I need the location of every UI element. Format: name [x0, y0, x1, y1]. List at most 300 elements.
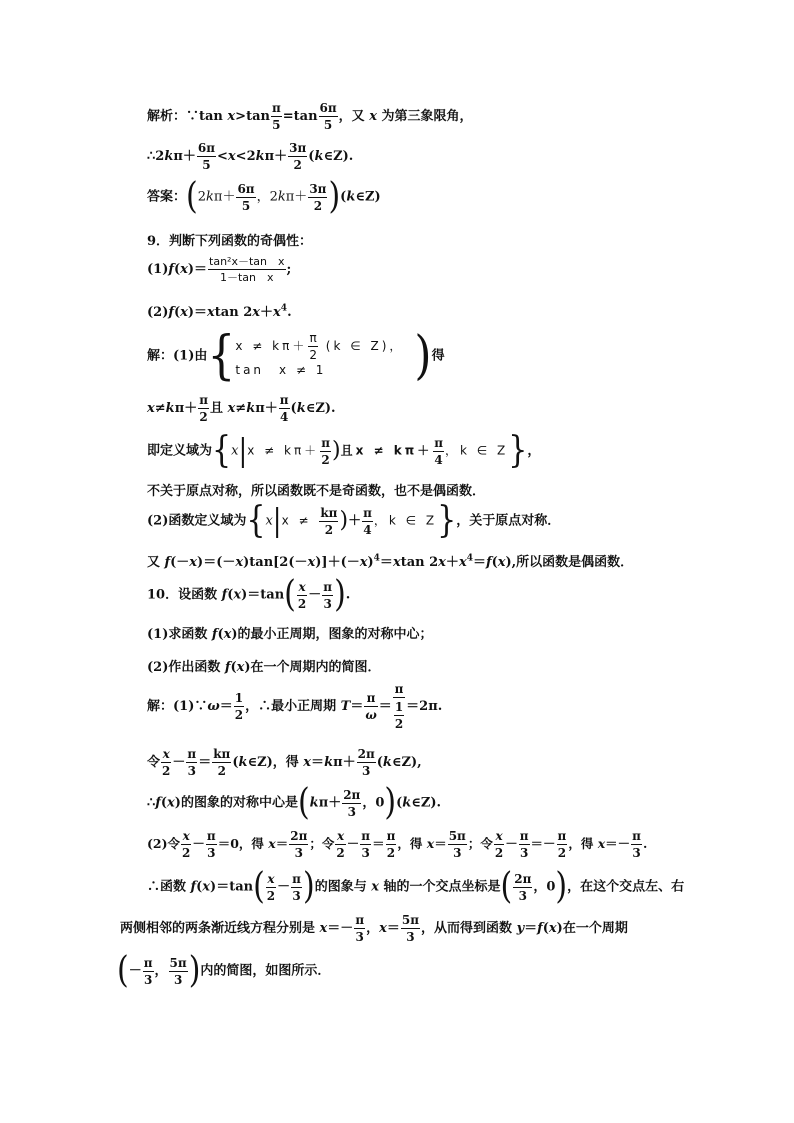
numerator: x [267, 871, 275, 886]
var-x: x [426, 836, 435, 851]
text: )在一个周期内的简图． [244, 660, 381, 675]
text: )＝tan [210, 879, 254, 895]
right-brace: } [508, 429, 528, 472]
denominator: 2 [217, 764, 226, 778]
text: ; [286, 262, 292, 277]
text: ，0 [362, 795, 385, 811]
fraction [519, 830, 530, 859]
numerator: π [386, 829, 396, 843]
fraction [289, 830, 308, 859]
var-k: k [246, 401, 256, 416]
fraction [206, 830, 217, 859]
text: ＝ [198, 755, 212, 770]
var-k: k [238, 755, 248, 770]
numerator: 5π [448, 829, 466, 843]
line-3 [147, 175, 381, 218]
numerator: π [199, 393, 208, 407]
denominator: 2 [557, 846, 567, 860]
var-x: x [147, 401, 155, 416]
var-f: f [155, 795, 161, 811]
text: ∴ [147, 795, 156, 811]
right-paren: ) [302, 865, 315, 908]
text: ，∴最小正周期 [245, 699, 341, 714]
denominator: 2 [386, 846, 396, 860]
text: π＋ [255, 401, 278, 416]
numerator: kπ [213, 747, 231, 761]
var-x: x [223, 627, 232, 642]
text: － [172, 755, 186, 770]
numerator: π [271, 101, 281, 115]
text: (1) [147, 262, 169, 277]
text: π＋ [285, 189, 308, 205]
left-paren: ( [253, 865, 265, 908]
line-5 [147, 256, 291, 283]
text: 令 [147, 755, 161, 770]
denominator: 3 [519, 846, 529, 860]
var-k: k [402, 795, 412, 811]
text: ( [173, 262, 181, 277]
text: 解：(1)由 [147, 348, 208, 364]
var-k: k [309, 795, 319, 811]
numerator: x [495, 829, 503, 843]
text: )在一个周期 [556, 921, 628, 936]
numerator: 6π [237, 181, 255, 196]
text: ＝ [311, 755, 325, 770]
text: ＝ [350, 699, 364, 714]
text: ＝－ [530, 836, 556, 851]
numerator: π [321, 435, 330, 450]
right-paren: ) [334, 573, 346, 616]
fraction [557, 830, 568, 859]
var-x: x [252, 305, 261, 320]
denominator: 2 [309, 348, 317, 362]
text: )的图象的对称中心是 [174, 795, 298, 811]
text: )]＋(－ [315, 555, 360, 570]
var-k: k [165, 401, 175, 416]
text: 的图象与 [314, 879, 372, 895]
text: ( [491, 555, 498, 570]
text: . [642, 836, 648, 851]
left-paren: ( [500, 865, 513, 908]
text: ＝ [219, 699, 233, 714]
set-bar: | [238, 433, 248, 469]
var-x: x [392, 555, 401, 570]
fraction [513, 873, 532, 902]
text: (k ∈ Z)， [318, 339, 405, 353]
var-k: k [296, 401, 306, 416]
text: ( [340, 189, 347, 205]
denominator: 2 [182, 846, 191, 860]
denominator: 2 [313, 198, 323, 213]
fraction [335, 830, 345, 859]
numerator: π [187, 747, 197, 761]
denominator: 3 [453, 846, 462, 860]
var-x: x [303, 755, 312, 770]
fraction [357, 748, 376, 777]
text: x ≠ kπ＋ [235, 339, 308, 353]
var-f: f [211, 627, 218, 642]
denominator: 3 [632, 846, 641, 860]
text: ，k ∈ Z [445, 443, 509, 458]
fraction [181, 830, 191, 859]
fraction [386, 830, 397, 859]
text: x ≠ [281, 513, 319, 528]
fraction [364, 692, 377, 721]
var-x: x [438, 555, 446, 570]
text: ∈Z). [411, 795, 442, 811]
denominator: 3 [347, 804, 356, 819]
text: ∈Z). [323, 149, 354, 164]
text: . [287, 305, 292, 320]
text: ，得 [397, 836, 427, 851]
denominator: 3 [187, 764, 196, 778]
var-x: x [227, 401, 236, 416]
text: ( [396, 795, 403, 811]
fraction [197, 142, 216, 171]
text: 得 [431, 348, 445, 364]
var-f: f [485, 555, 492, 570]
text: . [345, 587, 351, 603]
var-x: x [180, 305, 188, 320]
text: 轴的一个交点坐标是 [378, 879, 501, 895]
text: ， [154, 963, 168, 979]
left-brace: { [246, 499, 266, 542]
denominator: 2 [324, 522, 334, 537]
numerator: π [323, 579, 333, 594]
system-row-1 [235, 332, 404, 361]
denominator [393, 698, 405, 730]
text: ∈Z). [305, 401, 336, 416]
line-1 [147, 102, 473, 131]
text: ∴函数 [147, 879, 191, 895]
numerator: π [394, 682, 404, 696]
numerator: π [309, 331, 317, 345]
fraction [291, 873, 302, 902]
fraction [320, 437, 331, 466]
text: ( [376, 755, 383, 770]
text: ( [308, 149, 315, 164]
var-k: k [324, 755, 334, 770]
var-x: x [202, 879, 211, 895]
var-k: k [314, 149, 324, 164]
line-21 [120, 914, 628, 943]
text: ，2 [256, 189, 278, 205]
text: ≠ [154, 401, 166, 416]
fraction [169, 957, 188, 986]
text: ( [290, 401, 297, 416]
var-x: x [233, 587, 242, 603]
text: tan 2 [214, 305, 253, 320]
text: 解析：∵tan [147, 109, 228, 124]
line-22 [117, 949, 331, 992]
line-8 [147, 394, 336, 423]
var-x: x [458, 555, 467, 570]
var-f: f [164, 555, 171, 570]
fraction [234, 692, 244, 721]
fraction [308, 183, 327, 212]
denominator: 2 [394, 717, 404, 731]
var-y: y [516, 921, 525, 936]
text: < [217, 149, 228, 164]
text: ，又 [338, 109, 370, 124]
line-20 [147, 865, 685, 908]
var-x: x [189, 555, 198, 570]
text: )＝(－ [197, 555, 236, 570]
text: 9．判断下列函数的奇偶性： [147, 234, 313, 249]
var-x: x [268, 836, 276, 851]
text: tan x ≠ 1 [235, 363, 327, 377]
fraction [322, 581, 333, 610]
denominator: 3 [361, 846, 370, 860]
numerator: 1 [234, 691, 244, 705]
line-16 [147, 683, 442, 730]
denominator: 2 [234, 708, 244, 722]
text: (－ [170, 555, 190, 570]
text: － [346, 836, 360, 851]
system-row-2 [235, 361, 404, 380]
text: ＝－ [605, 836, 631, 851]
text: ＝ [386, 921, 400, 936]
denominator: 3 [292, 888, 301, 903]
numerator: π [143, 955, 153, 970]
var-k: k [277, 189, 286, 205]
var-k: k [206, 189, 214, 205]
numerator: π [279, 393, 289, 407]
text: － [505, 836, 518, 851]
fraction [308, 332, 318, 361]
denominator: 2 [199, 410, 208, 424]
text: － [128, 963, 142, 979]
var-k: k [382, 755, 392, 770]
var-x: x [497, 555, 506, 570]
numerator: π [363, 505, 372, 520]
fraction [319, 507, 338, 536]
text: ＝2π. [406, 699, 443, 714]
numerator: 6π [319, 101, 337, 115]
denominator: 2 [162, 764, 171, 778]
numerator: π [361, 829, 371, 843]
var-x: x [307, 555, 316, 570]
numerator: π [632, 829, 641, 843]
right-paren: ) [555, 865, 568, 908]
text: (2) [147, 305, 169, 320]
left-paren: ( [117, 949, 129, 992]
exponent: 4 [466, 553, 473, 564]
right-paren: ) [328, 175, 341, 218]
line-19 [147, 830, 647, 859]
var-x: x [235, 555, 244, 570]
numerator: π [434, 435, 443, 450]
numerator: x [336, 829, 345, 843]
numerator: π [557, 829, 567, 843]
numerator: kπ [320, 505, 338, 520]
denominator: 2 [321, 452, 330, 467]
text: ∈Z)，得 [247, 755, 304, 770]
line-15 [147, 656, 381, 675]
fraction [401, 914, 420, 943]
question-9-title [147, 230, 312, 249]
numerator: 1 [394, 700, 404, 714]
right-paren: ) [384, 781, 397, 824]
denominator: 2 [266, 888, 276, 903]
numerator: x [162, 747, 170, 761]
text: ＝ [275, 836, 289, 851]
numerator: π [206, 829, 216, 843]
text: )的最小正周期，图象的对称中心； [231, 627, 433, 642]
text: (2)令 [147, 836, 181, 851]
denominator: 5 [202, 158, 211, 172]
numerator: 6π [197, 141, 215, 155]
fraction [143, 957, 154, 986]
text: )tan[2(－ [243, 555, 308, 570]
text: 2 [197, 189, 207, 205]
text: π＋ [173, 149, 196, 164]
text: ＋ [260, 305, 274, 320]
denominator: 2 [293, 158, 302, 172]
left-brace: { [207, 324, 236, 387]
text: (1)求函数 [147, 627, 212, 642]
text: 内的简图，如图所示． [200, 963, 331, 979]
numerator: 3π [309, 181, 327, 196]
fraction [271, 102, 282, 131]
text: =tan [282, 109, 318, 124]
var-omega: ω [207, 699, 220, 714]
fraction [198, 394, 209, 423]
text: ( [196, 879, 203, 895]
var-x: x [548, 921, 557, 936]
text: (2)作出函数 [147, 660, 225, 675]
numerator: π [364, 692, 377, 707]
text: <2 [235, 149, 256, 164]
text: 为第三象限角， [376, 109, 473, 124]
text: ＝ [524, 921, 538, 936]
denominator: 3 [355, 930, 364, 944]
numerator: 3π [289, 141, 307, 155]
text: ，k ∈ Z [373, 513, 438, 528]
fraction [433, 437, 444, 466]
line-9 [147, 429, 541, 472]
text: ＝ [434, 836, 447, 851]
var-x: x [359, 555, 368, 570]
left-paren: ( [284, 573, 296, 616]
text: ∴2 [147, 149, 165, 164]
line-6 [147, 301, 292, 320]
fraction [288, 142, 307, 171]
var-T: T [340, 699, 351, 714]
text: π＋ [333, 755, 356, 770]
text: 又 [147, 555, 165, 570]
right-brace: } [437, 499, 457, 542]
denominator: 2 [297, 596, 307, 611]
var-x: x [231, 443, 239, 459]
exponent: 4 [373, 553, 380, 564]
text: － [192, 836, 205, 851]
denominator: 3 [406, 930, 415, 944]
numerator: 2π [343, 787, 361, 802]
text: 10．设函数 [147, 587, 222, 603]
denominator: 3 [173, 972, 183, 987]
right-paren: ) [331, 438, 341, 463]
denominator: 3 [361, 764, 371, 778]
text: ( [227, 587, 234, 603]
line-7-system [147, 324, 445, 387]
denominator: 5 [241, 198, 251, 213]
numerator: 2π [290, 829, 308, 843]
var-x: x [319, 921, 328, 936]
text: ；令 [309, 836, 335, 851]
denominator: 2 [336, 846, 345, 860]
text: ) [367, 555, 374, 570]
denominator: 5 [323, 118, 333, 132]
left-paren: ( [297, 781, 310, 824]
left-paren: ( [186, 175, 198, 218]
text: ，关于原点对称． [456, 513, 561, 529]
fraction [448, 830, 467, 859]
text: ＋ [445, 555, 459, 570]
text: π＋ [174, 401, 198, 416]
line-11 [147, 499, 561, 542]
fraction [208, 256, 285, 283]
fraction [297, 581, 307, 610]
numerator: 5π [169, 955, 187, 970]
fraction [266, 873, 276, 902]
text: ，在这个交点左、右 [567, 879, 685, 895]
text: ，得 [568, 836, 598, 851]
var-f: f [168, 305, 174, 320]
denominator: 2 [494, 846, 504, 860]
denominator: 1－tan x [220, 271, 274, 284]
text: 两侧相邻的两条渐近线方程分别是 [120, 921, 320, 936]
var-k: k [164, 149, 174, 164]
answer-label: 答案： [147, 189, 187, 205]
var-x: x [265, 513, 273, 529]
right-paren: ) [188, 949, 201, 992]
line-12 [147, 551, 633, 570]
denominator: 3 [294, 846, 303, 860]
text: 解：(1)∵ [147, 699, 208, 714]
var-f: f [190, 879, 197, 895]
numerator: 2π [357, 747, 375, 761]
question-10-title [147, 573, 351, 616]
text: ，0 [533, 879, 556, 895]
numerator: x [182, 829, 190, 843]
line-17 [147, 748, 422, 777]
text: π＋ [264, 149, 288, 164]
var-f: f [224, 660, 231, 675]
var-f: f [221, 587, 228, 603]
denominator: 3 [518, 888, 527, 903]
text: ∈Z) [355, 189, 381, 205]
text: ( [173, 305, 181, 320]
denominator: ω [365, 708, 377, 722]
denominator: 4 [279, 410, 289, 424]
fraction [354, 914, 365, 943]
text: ＝ [472, 555, 486, 570]
text: ≠ [235, 401, 247, 416]
var-x: x [227, 109, 236, 124]
numerator: π [292, 871, 301, 886]
text: )＝tan [241, 587, 285, 603]
var-f: f [537, 921, 543, 936]
text: ),所以函数是偶函数． [505, 555, 634, 570]
var-x: x [597, 836, 606, 851]
numerator: π [355, 913, 365, 927]
fraction [342, 789, 361, 818]
fraction [212, 748, 231, 777]
numerator: 5π [401, 913, 420, 927]
var-x: x [227, 149, 236, 164]
numerator: x [298, 579, 306, 594]
